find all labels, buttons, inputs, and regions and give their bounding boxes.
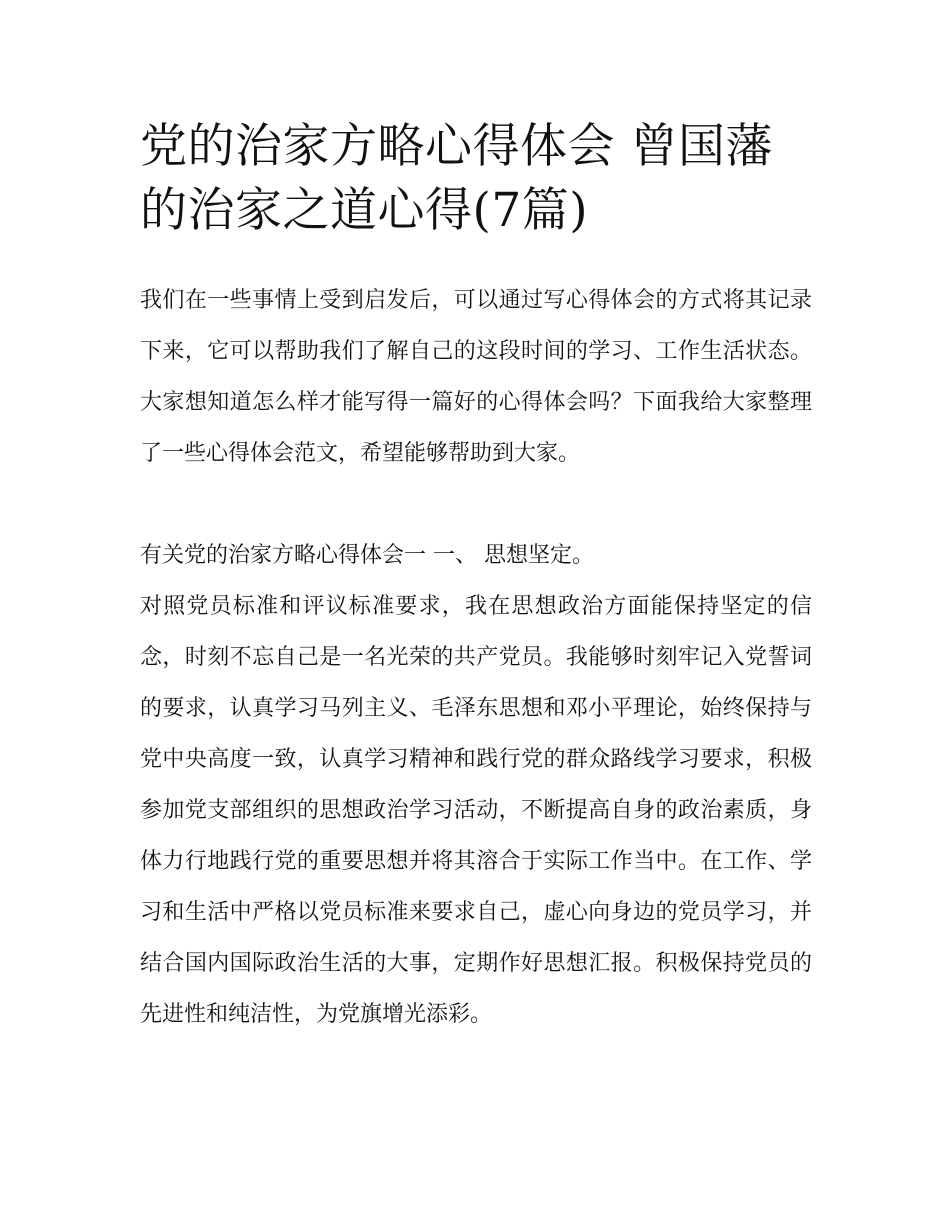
- section-heading: 有关党的治家方略心得体会一 一、 思想坚定。: [140, 543, 594, 568]
- body-paragraph: 对照党员标准和评议标准要求，我在思想政治方面能保持坚定的信念，时刻不忘自己是一名光荣的共产党员。我能够时刻牢记入党誓词的要求，认真学习马列主义、毛泽东思想和邓小平理论，始终保持与党中央高度一致，认真学习精神和践行党的群众路线学习要求，积极参加党支部组织的思想政治学习活动，不断提高自身的政治素质，身体力行地践行党的重要思想并将其溶合于实际工作当中。在工作、学习和生活中严格以党员标准来要求自己，虚心向身边的党员学习，并结合国内国际政治生活的大事，定期作好思想汇报。积极保持党员的先进性和纯洁性，为党旗增光添彩。: [140, 594, 812, 1027]
- intro-paragraph: 我们在一些事情上受到启发后，可以通过写心得体会的方式将其记录下来，它可以帮助我们了解自己的这段时间的学习、工作生活状态。大家想知道怎么样才能写得一篇好的心得体会吗？下面我给大家整理了一些心得体会范文，希望能够帮助到大家。: [140, 288, 812, 466]
- document-title: 党的治家方略心得体会 曾国藩的治家之道心得(7篇): [140, 119, 773, 238]
